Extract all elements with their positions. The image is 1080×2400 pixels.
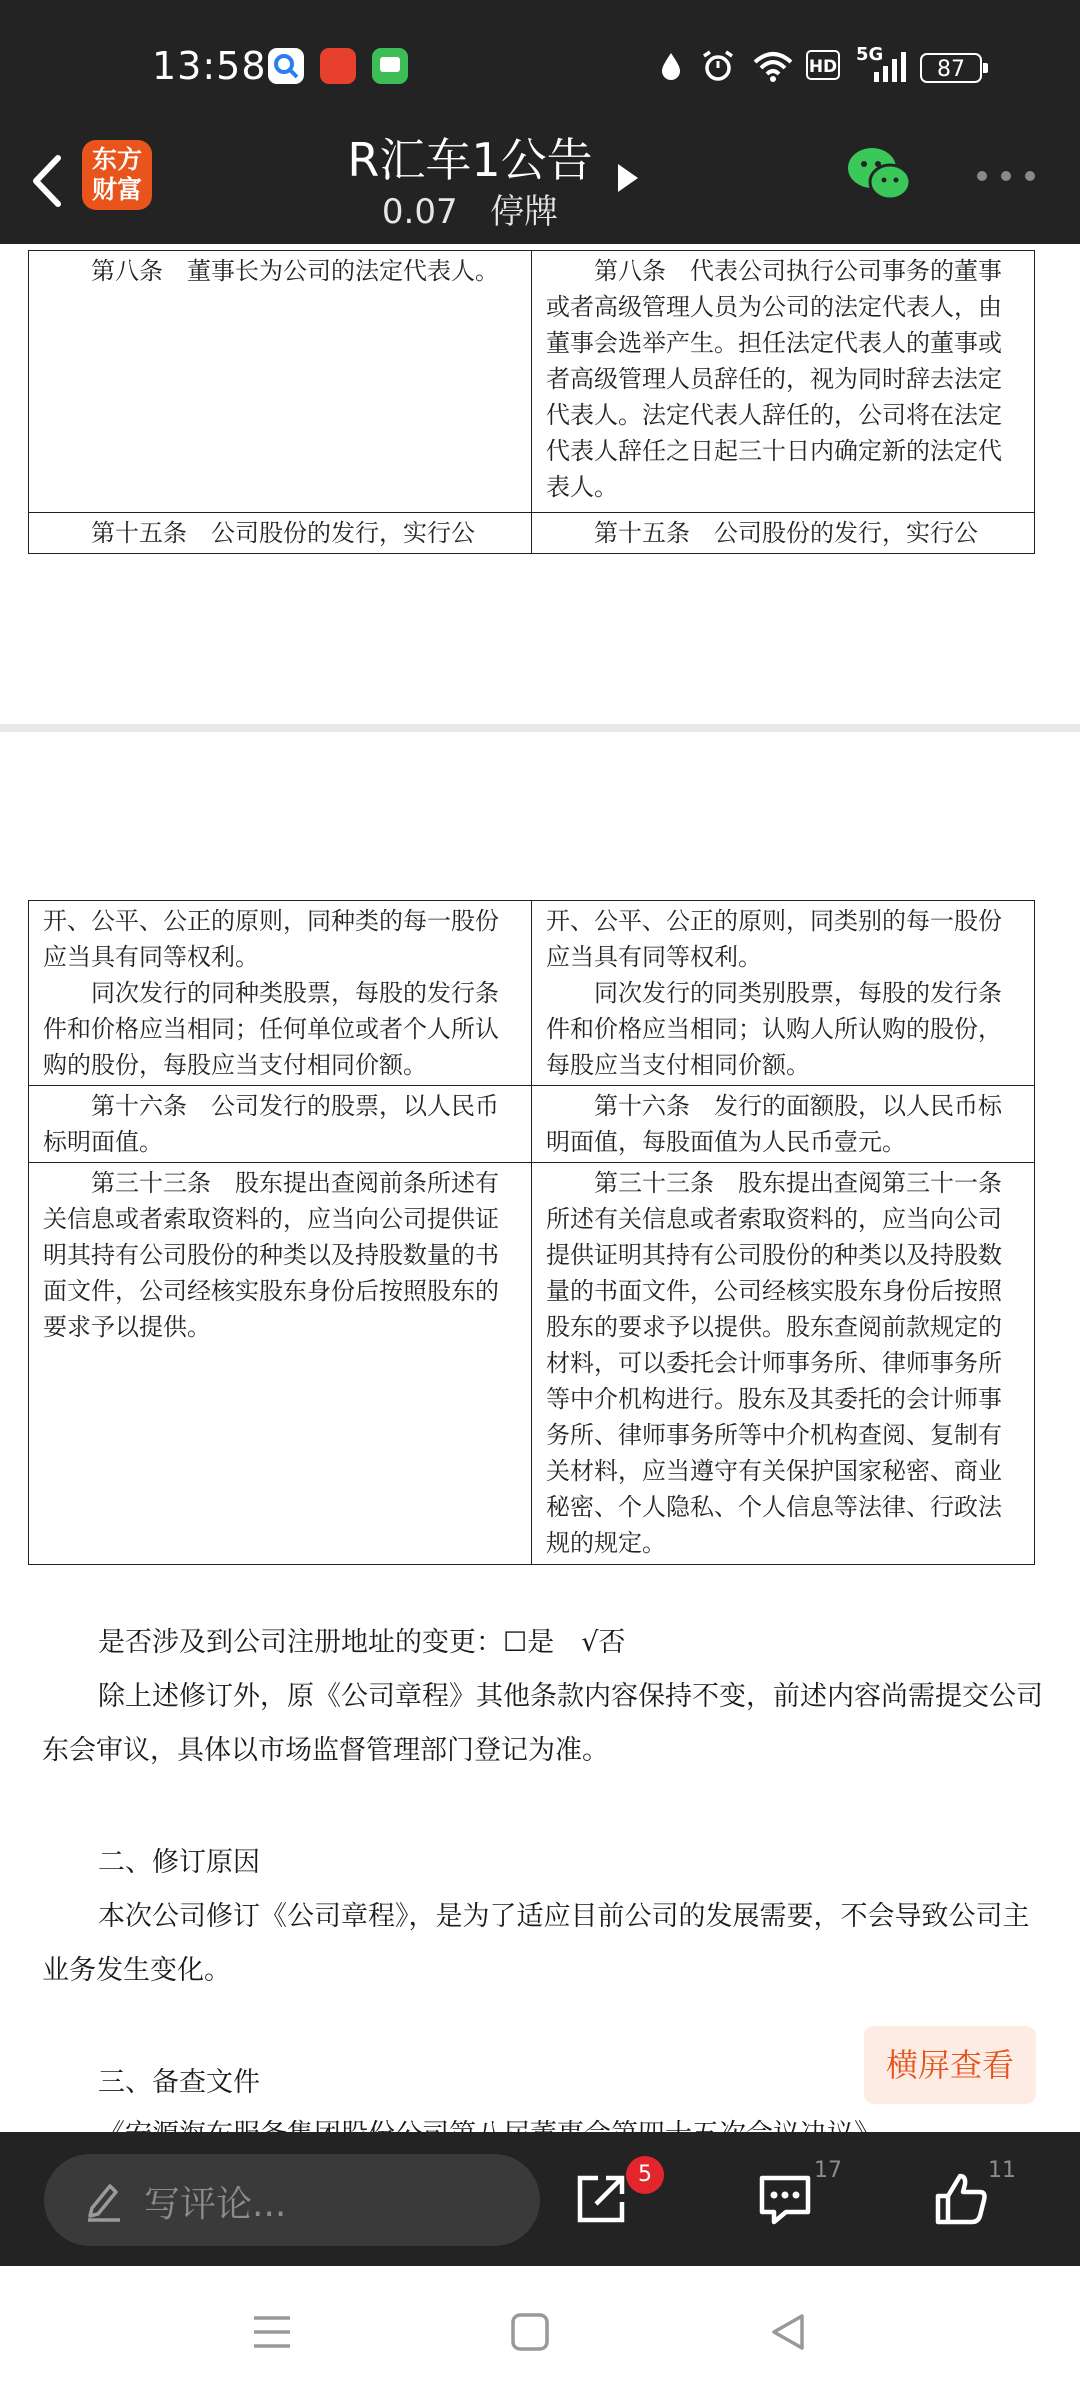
reason-line1: 本次公司修订《公司章程》，是为了适应目前公司的发展需要，不会导致公司主 <box>98 1901 1030 1932</box>
stock-price: 0.07 <box>381 192 458 232</box>
revised-clause-cell: 第十六条 发行的面额股，以人民币标明面值，每股面值为人民币壹元。 <box>532 1086 1035 1163</box>
landscape-view-button[interactable]: 横屏查看 <box>864 2026 1036 2104</box>
revision-note-line2: 东会审议，具体以市场监督管理部门登记为准。 <box>42 1735 609 1766</box>
home-square-icon[interactable] <box>508 2310 552 2354</box>
status-bar <box>0 0 1080 140</box>
pencil-icon <box>84 2178 124 2222</box>
signal-icon <box>872 50 908 82</box>
table-row <box>29 1086 1035 1163</box>
bottom-action-bar <box>0 2132 1080 2266</box>
comment-placeholder: 写评论... <box>144 2184 287 2225</box>
back-triangle-icon[interactable] <box>766 2310 810 2354</box>
trading-status: 停牌 <box>490 192 559 232</box>
menu-icon[interactable] <box>250 2310 294 2354</box>
more-options-icon[interactable] <box>976 170 1036 182</box>
messages-app-icon <box>372 48 408 84</box>
comment-input[interactable] <box>44 2154 540 2246</box>
top-bar <box>0 0 1080 244</box>
page-separator <box>0 724 1080 732</box>
original-clause-cell: 第三十三条 股东提出查阅前条所述有关信息或者索取资料的，应当向公司提供证明其持有公司股份的种类以及持股数量的书面文件，公司经核实股东身份后按照股东的要求予以提供。 <box>29 1163 532 1565</box>
wechat-share-icon[interactable] <box>846 144 912 204</box>
search-app-icon <box>268 48 304 84</box>
share-badge: 5 <box>626 2156 664 2194</box>
eastmoney-logo: 东方 财富 <box>82 140 152 210</box>
alarm-icon <box>700 50 736 82</box>
table-row <box>29 513 1035 554</box>
revised-clause-cell: 开、公平、公正的原则，同类别的每一股份应当具有同等权利。 同次发行的同类别股票，每股的发行条件和价格应当相同；认购人所认购的股份，每股应当支付相同价额。 <box>532 901 1035 1086</box>
comment-count: 17 <box>814 2158 842 2183</box>
stock-price-status <box>0 184 940 233</box>
amendment-table-page1 <box>28 250 1035 554</box>
original-clause-cell: 第八条 董事长为公司的法定代表人。 <box>29 251 532 513</box>
revised-clause-cell: 第八条 代表公司执行公司事务的董事或者高级管理人员为公司的法定代表人，由董事会选举产生。担任法定代表人的董事或者高级管理人员辞任的，视为同时辞去法定代表人。法定代表人辞任的，公司将在法定代表人辞任之日起三十日内确定新的法定代表人。 <box>532 251 1035 513</box>
revised-clause-cell: 第十五条 公司股份的发行，实行公 <box>532 513 1035 554</box>
hd-icon: HD <box>806 50 840 80</box>
address-change-line: 是否涉及到公司注册地址的变更：☐是 √否 <box>98 1627 626 1658</box>
table-row <box>29 251 1035 513</box>
original-clause-cell: 第十五条 公司股份的发行，实行公 <box>29 513 532 554</box>
revision-note-line1: 除上述修订外，原《公司章程》其他条款内容保持不变，前述内容尚需提交公司 <box>98 1681 1043 1712</box>
status-time: 13:58 <box>152 44 267 88</box>
original-clause-cell: 开、公平、公正的原则，同种类的每一股份应当具有同等权利。 同次发行的同种类股票，每股的发行条件和价格应当相同；任何单位或者个人所认购的股份，每股应当支付相同价额。 <box>29 901 532 1086</box>
revised-clause-cell: 第三十三条 股东提出查阅第三十一条所述有关信息或者索取资料的，应当向公司提供证明其持有公司股份的种类以及持股数量的书面文件，公司经核实股东身份后按照股东的要求予以提供。股东查阅前款规定的材料，可以委托会计师事务所、律师事务所等中介机构进行。股东及其委托的会计师事务所、律师事务所等中介机构查阅、复制有关材料，应当遵守有关保护国家秘密、商业秘密、个人隐私、个人信息等法律、行政法规的规定。 <box>532 1163 1035 1565</box>
table-row <box>29 901 1035 1086</box>
section-heading-files: 三、备查文件 <box>98 2067 260 2098</box>
network-label: 5G <box>856 44 884 65</box>
section-heading-reason: 二、修订原因 <box>98 1847 260 1878</box>
data-saver-icon <box>656 50 686 82</box>
original-clause-cell: 第十六条 公司发行的股票，以人民币标明面值。 <box>29 1086 532 1163</box>
share-icon[interactable] <box>572 2170 630 2228</box>
table-row <box>29 1163 1035 1565</box>
securities-app-icon <box>320 48 356 84</box>
like-thumb-icon[interactable] <box>932 2170 990 2228</box>
app-header <box>0 133 1080 244</box>
amendment-table-page2 <box>28 900 1035 1565</box>
like-count: 11 <box>988 2158 1016 2183</box>
system-nav-bar <box>0 2266 1080 2400</box>
next-stock-arrow-icon[interactable] <box>618 164 638 192</box>
battery-indicator: 87 <box>920 53 982 83</box>
comments-icon[interactable] <box>756 2170 814 2228</box>
stock-title[interactable]: R汇车1公告 <box>347 133 593 187</box>
reason-line2: 业务发生变化。 <box>42 1955 231 1986</box>
wifi-icon <box>752 50 794 82</box>
